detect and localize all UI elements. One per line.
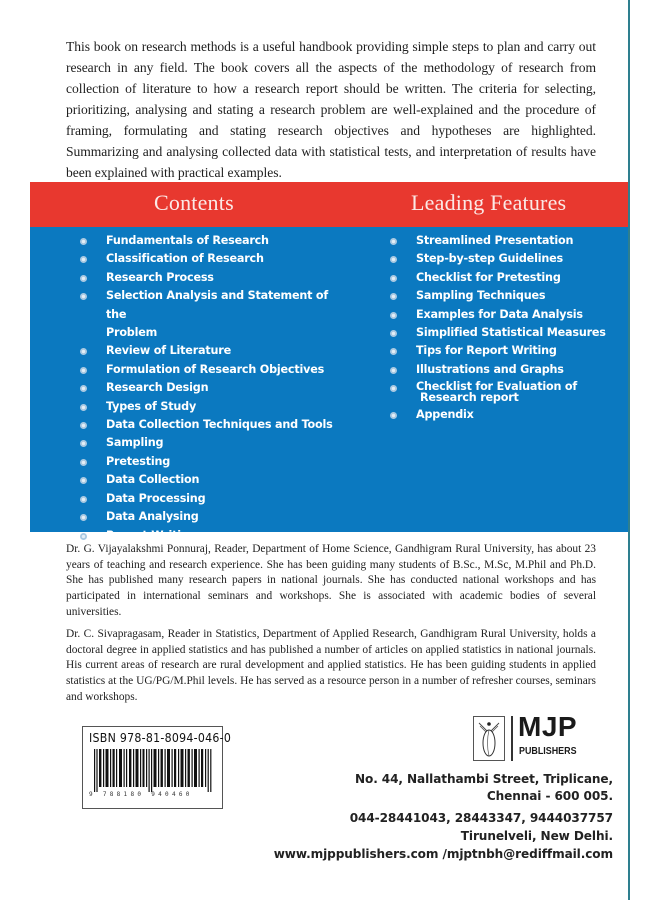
contents-item (78, 379, 348, 397)
feature-item-label: Sampling Techniques (416, 289, 546, 303)
book-description: This book on research methods is a useful handbook providing simple steps to plan and carry out research in any field. The book covers all the aspects of the methodology of research from collection of literature to how a research report should be written. The criteria for selecting, prioritizing, analysing and stating a research problem are well-explained and the procedure of framing, formulating and stating research objectives and hypotheses are highlighted. Summarizing and analysing collected data with statistical tests, and interpretation of results have been explained with practical examples. (66, 39, 596, 180)
contents-item-label: Data Analysing (106, 510, 199, 524)
feature-item (388, 287, 618, 305)
leading-features-list (388, 232, 618, 425)
flower-bullet-icon (390, 293, 397, 300)
flower-bullet-icon (80, 477, 87, 484)
logo-divider (511, 716, 513, 761)
flower-bullet-icon (80, 275, 87, 282)
contents-item-label: Data Collection Techniques and Tools (106, 418, 333, 432)
feature-item-label-line2: Research report (420, 391, 519, 405)
contents-item-label: Research Design (106, 381, 209, 395)
contents-item (78, 342, 348, 360)
spine-edge-line (628, 0, 630, 900)
barcode-digits: 9 788180 940460 (89, 791, 193, 798)
feature-item (388, 250, 618, 268)
isbn-label: ISBN 978-81-8094-046-0 (89, 730, 232, 745)
feature-item-label: Step-by-step Guidelines (416, 252, 563, 266)
author-bio-2: Dr. C. Sivapragasam, Reader in Statistics, Department of Applied Research, Gandhigram Rural University, holds a doctoral degree in applied statistics and has published a number of articles on applied statistics in national journals. His current areas of research are rural development and applied statistics. He has been guiding students in applied statistics at the UG/PG/M.Phil levels. He has served as a resource person in a number of refresher courses, seminars and workshops. (66, 628, 596, 703)
contents-item (78, 250, 348, 268)
section-header-band (30, 182, 628, 227)
contents-heading: Contents (154, 190, 234, 215)
feature-item (388, 269, 618, 287)
feature-item-label: Illustrations and Graphs (416, 362, 564, 376)
leading-features-heading: Leading Features (411, 190, 567, 215)
flower-bullet-icon (80, 404, 87, 411)
feature-item (388, 324, 618, 342)
publisher-phones: 044-28441043, 28443347, 9444037757 (349, 811, 613, 825)
publisher-branches: Tirunelveli, New Delhi. (460, 829, 613, 843)
publisher-address-line1: No. 44, Nallathambi Street, Triplicane, (354, 772, 613, 786)
flower-bullet-icon (80, 496, 87, 503)
flower-bullet-icon (390, 412, 397, 419)
feature-item-label: Streamlined Presentation (416, 234, 574, 247)
contents-item (78, 287, 348, 324)
lists-panel (30, 227, 628, 542)
isbn-barcode-box (82, 726, 232, 809)
contents-item (78, 416, 348, 434)
flower-bullet-icon (390, 330, 397, 337)
flower-bullet-icon (80, 293, 87, 300)
contents-item-label: Data Collection (106, 473, 200, 487)
flower-bullet-icon (390, 312, 397, 319)
contents-item-label: Problem (106, 326, 158, 340)
flower-bullet-icon (80, 422, 87, 429)
flower-bullet-icon (390, 238, 397, 245)
contents-item (78, 434, 348, 452)
flower-bullet-icon (390, 275, 397, 282)
author-bio-1: Dr. G. Vijayalakshmi Ponnuraj, Reader, Department of Home Science, Gandhigram Rural University, has about 23 years of teaching and research experience. She has been guiding many students of B.Sc., M.Sc, M.Phil and Ph.D. She has published many research papers in national journals. She has conducted national workshops and has participated in international seminars and workshops. She is associated with academic bodies of several universities. (66, 543, 596, 618)
contents-item-label: Report Writing (106, 528, 197, 542)
barcode-icon (94, 749, 212, 792)
contents-item (78, 232, 348, 250)
flower-bullet-icon (80, 348, 87, 355)
contents-item-label: Sampling (106, 436, 164, 450)
contents-item (78, 471, 348, 489)
contents-item-label: Review of Literature (106, 344, 231, 358)
contents-item-label: Classification of Research (106, 252, 264, 266)
feature-item-label: Appendix (416, 408, 474, 422)
publisher-name: MJP (518, 711, 578, 742)
flower-bullet-icon (80, 256, 87, 263)
flower-bullet-icon (80, 385, 87, 392)
mjp-figure-logo-icon (474, 717, 504, 760)
contents-list (78, 232, 348, 545)
contents-item-label: Data Processing (106, 491, 206, 505)
flower-bullet-icon (390, 256, 397, 263)
flower-bullet-icon (390, 367, 397, 374)
contents-item-continuation (78, 324, 348, 342)
contents-item (78, 398, 348, 416)
feature-item (388, 379, 618, 406)
contents-item (78, 269, 348, 287)
feature-item (388, 306, 618, 324)
publisher-website-email: www.mjppublishers.com /mjptnbh@rediffmail.com (273, 847, 613, 861)
feature-item (388, 361, 618, 379)
contents-item-label: Formulation of Research Objectives (106, 362, 325, 376)
contents-item (78, 361, 348, 379)
contents-item-label: Selection Analysis and Statement of the (106, 289, 329, 321)
contents-item (78, 490, 348, 508)
contents-item (78, 508, 348, 526)
feature-item-label: Examples for Data Analysis (416, 307, 583, 321)
publisher-address-line2: Chennai - 600 005. (486, 789, 613, 803)
feature-item-label-line1: Checklist for Evaluation of (416, 380, 578, 394)
contents-item (78, 453, 348, 471)
flower-bullet-icon (80, 238, 87, 245)
feature-item-label (416, 379, 618, 406)
contents-item-label: Pretesting (106, 454, 171, 468)
contents-item-label: Types of Study (106, 399, 197, 413)
contents-item-label: Fundamentals of Research (106, 234, 269, 247)
feature-item-label: Checklist for Pretesting (416, 270, 561, 284)
contents-item-label: Research Process (106, 270, 214, 284)
flower-bullet-icon (80, 440, 87, 447)
flower-bullet-icon (80, 367, 87, 374)
feature-item (388, 406, 618, 424)
feature-item-label: Simplified Statistical Measures (416, 326, 606, 340)
flower-bullet-icon (80, 514, 87, 521)
logo-emblem-frame (473, 716, 505, 761)
publisher-subtitle: PUBLISHERS (519, 745, 577, 757)
flower-bullet-icon (390, 385, 397, 392)
flower-bullet-icon (390, 348, 397, 355)
flower-bullet-icon (80, 533, 87, 540)
publisher-logo (473, 711, 613, 762)
feature-item (388, 342, 618, 360)
feature-item-label: Tips for Report Writing (416, 344, 557, 358)
feature-item (388, 232, 618, 250)
flower-bullet-icon (80, 459, 87, 466)
